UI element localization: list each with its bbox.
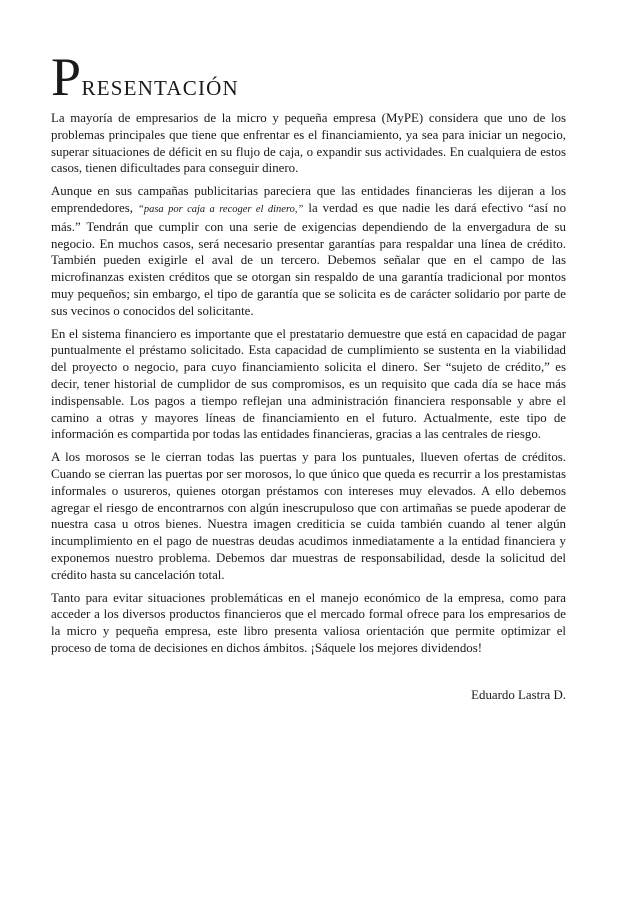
paragraph-2-quote: “pasa por caja a recoger el dinero,” — [137, 203, 304, 215]
paragraph-5: Tanto para evitar situaciones problemáticas en el manejo económico de la empresa, como para acceder a los diversos productos financieros que el mercado formal ofrece para los empresarios de la micro y pequeña empresa, este libro presenta valiosa orientación que permite optimizar el proceso de toma de decisiones en dichos ámbitos. ¡Sáquele los mejores dividendos! — [51, 590, 566, 655]
paragraph-2-after: la verdad es que nadie les dará efectivo “así no más.” Tendrán que cumplir con una serie de exigencias dependiendo de la envergadura de su negocio. En muchos casos, será necesario presentar garantías para respaldar una línea de crédito. También pueden exigirle el aval de un tercero. Debemos señalar que en el campo de las microfinanzas existen créditos que se otorgan sin respaldo de una garantía tradicional por montos muy pequeños; sin embargo, el tipo de garantía que se solicita es de carácter solidario por parte de sus vecinos o conocidos del solicitante. — [51, 200, 567, 318]
presentation-page — [51, 47, 567, 704]
title-rest: RESENTACIÓN — [81, 76, 239, 100]
paragraph-1: La mayoría de empresarios de la micro y pequeña empresa (MyPE) considera que uno de los problemas principales que tiene que enfrentar es el financiamiento, ya sea para iniciar un negocio, superar situaciones de déficit en su flujo de caja, o expandir sus actividades. En cualquiera de estos casos, tienen dificultades para conseguir dinero. — [51, 111, 566, 176]
paragraph-2-before: Aunque en sus campañas publicitarias pareciera que las entidades financieras les dijeran a los emprendedores, — [51, 184, 566, 215]
author-signature: Eduardo Lastra D. — [471, 687, 566, 702]
paragraph-4: A los morosos se le cierran todas las puertas y para los puntuales, llueven ofertas de créditos. Cuando se cierran las puertas por ser morosos, lo que único que queda es recurrir a los prestamistas informales o usureros, quienes otorgan préstamos con intereses muy elevados. A ello debemos agregar el riesgo de encontrarnos con algún inescrupuloso que con artimañas se puede apoderar de nuestra casa u otros bienes. Nuestra imagen crediticia se cuida también cuando al tener algún incumplimiento en el pago de nuestras deudas acudimos inmediatamente a la entidad financiera y exponemos nuestro problema. Debemos dar muestras de responsabilidad, desde la solicitud del crédito hasta su cancelación total. — [51, 450, 566, 582]
title-initial: P — [51, 47, 82, 107]
paragraph-2 — [51, 183, 566, 319]
paragraph-3: En el sistema financiero es importante que el prestatario demuestre que está en capacidad de pagar puntualmente el préstamo solicitado. Esta capacidad de cumplimiento se sustenta en la viabilidad del proyecto o negocio, para cuyo financiamiento solicita el dinero. Ser “sujeto de crédito,” es decir, tener historial de cumplidor de sus compromisos, es un requisito que cada día se hace más indispensable. Los pagos a tiempo reflejan una administración financiera responsable y abre el camino a otras y mayores líneas de financiamiento en el futuro. Actualmente, este tipo de información es compartida por todas las entidades financieras, gracias a las centrales de riesgo. — [51, 326, 566, 442]
page-title — [51, 47, 566, 107]
